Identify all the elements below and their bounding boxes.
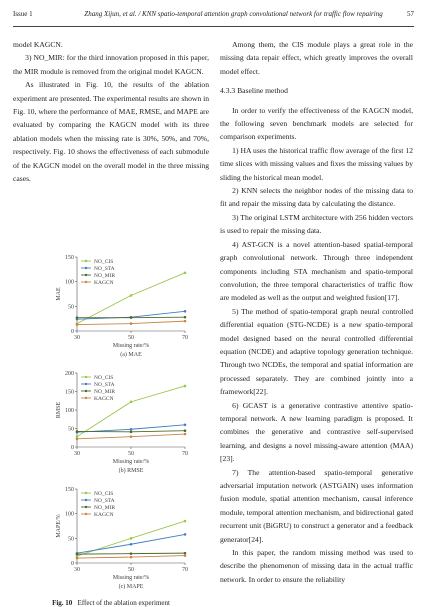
- data-point-kagcn: [76, 557, 79, 560]
- data-point-no_mir: [184, 552, 187, 555]
- data-point-no_mir: [130, 431, 133, 434]
- y-tick-label: 200: [65, 371, 74, 377]
- left-paragraph-1: model KAGCN.: [13, 38, 209, 51]
- x-tick-label: 70: [182, 335, 188, 341]
- data-point-no_mir: [76, 316, 79, 319]
- x-tick-label: 50: [128, 335, 134, 341]
- y-tick-label: 150: [65, 487, 74, 493]
- x-tick-label: 70: [182, 451, 188, 457]
- legend-label-kagcn: KAGCN: [94, 512, 114, 518]
- x-axis-label: Missing rate/%: [113, 459, 150, 465]
- x-tick-label: 30: [74, 335, 80, 341]
- y-tick-label: 100: [65, 512, 74, 518]
- legend-marker-kagcn: [85, 513, 87, 515]
- legend-marker-no_cis: [85, 376, 87, 378]
- y-tick-label: 0: [71, 561, 74, 567]
- data-point-no_cis: [130, 537, 133, 540]
- x-tick-label: 30: [74, 451, 80, 457]
- running-title: Zhang Xijun, et al. / KNN spatio-temporal attention graph convolutional network for traffic flow repairing: [83, 10, 384, 18]
- x-axis-label: Missing rate/%: [113, 575, 150, 581]
- figure-10: [13, 251, 209, 607]
- legend-marker-kagcn: [85, 397, 87, 399]
- figure-caption-label: Fig. 10: [52, 599, 72, 607]
- y-tick-label: 0: [71, 445, 74, 451]
- x-axis-label: Missing rate/%: [113, 343, 150, 349]
- legend-label-no_sta: NO_STA: [94, 382, 115, 388]
- legend-label-no_cis: NO_CIS: [94, 375, 113, 381]
- right-paragraph-5: 3) The original LSTM architecture with 256 hidden vectors is used to repair the missing data.: [220, 211, 413, 238]
- figure-caption-text: Effect of the ablation experiment: [78, 599, 170, 607]
- legend-marker-no_mir: [85, 506, 87, 508]
- y-tick-label: 150: [65, 390, 74, 396]
- chart-mae-svg: [13, 251, 209, 365]
- data-point-no_mir: [76, 430, 79, 433]
- data-point-no_mir: [184, 316, 187, 319]
- figure-caption: [13, 599, 209, 607]
- legend-label-no_mir: NO_MIR: [94, 505, 115, 511]
- data-point-kagcn: [184, 320, 187, 323]
- data-point-kagcn: [130, 556, 133, 559]
- data-point-no_mir: [130, 552, 133, 555]
- chart-subcaption: (a) MAE: [120, 351, 142, 358]
- data-point-no_sta: [130, 543, 133, 546]
- y-tick-label: 0: [71, 329, 74, 335]
- data-point-no_mir: [130, 316, 133, 319]
- right-paragraph-1: Among them, the CIS module plays a great role in the missing data repair effect, which greatly improves the overall model effect.: [220, 38, 413, 78]
- y-tick-label: 50: [68, 536, 74, 542]
- left-paragraph-2: 3) NO_MIR: for the third innovation proposed in this paper, the MIR module is removed from the original model KAGCN.: [13, 51, 209, 78]
- legend-marker-no_sta: [85, 499, 87, 501]
- x-tick-label: 50: [128, 451, 134, 457]
- section-heading: 4.3.3 Baseline method: [220, 84, 413, 97]
- data-point-no_cis: [184, 271, 187, 274]
- legend-label-no_mir: NO_MIR: [94, 273, 115, 279]
- x-tick-label: 70: [182, 567, 188, 573]
- right-paragraph-9: 7) The attention-based spatio-temporal generative adversarial imputation network (ASTGAIN) uses information fusion module, spatial attention mechanism, causal inference module, temporal attention mechanism, and bidirectional gated recurrent unit (BiGRU) to construct a generator and a feedback generator[24].: [220, 466, 413, 546]
- data-point-no_cis: [76, 435, 79, 438]
- chart-subcaption: (c) MAPE: [119, 583, 144, 590]
- right-paragraph-7: 5) The method of spatio-temporal graph neural controlled differential equation (STG-NCDE) is a new spatio-temporal model designed based on the neural controlled differential equation (NCDE) and adaptive topology generation technique. Through two NCDEs, the temporal and spatial information are processed separately. They are combined jointly into a framework[22].: [220, 305, 413, 399]
- legend-label-no_cis: NO_CIS: [94, 491, 113, 497]
- data-point-no_cis: [184, 385, 187, 388]
- chart-mape-svg: [13, 483, 209, 597]
- issue-label: Issue 1: [13, 10, 33, 18]
- data-point-kagcn: [130, 435, 133, 438]
- page-number: 57: [407, 10, 414, 18]
- legend-marker-no_cis: [85, 492, 87, 494]
- data-point-no_sta: [130, 428, 133, 431]
- y-tick-label: 50: [68, 304, 74, 310]
- data-point-kagcn: [76, 438, 79, 441]
- chart-rmse: [13, 367, 209, 481]
- legend-marker-kagcn: [85, 281, 87, 283]
- y-axis-label: RMSE: [56, 401, 62, 418]
- x-tick-label: 50: [128, 567, 134, 573]
- data-point-no_cis: [130, 294, 133, 297]
- legend-marker-no_sta: [85, 267, 87, 269]
- data-point-no_sta: [184, 310, 187, 313]
- header-rule: [13, 26, 414, 27]
- chart-rmse-svg: [13, 367, 209, 481]
- data-point-kagcn: [76, 323, 79, 326]
- legend-label-no_sta: NO_STA: [94, 266, 115, 272]
- data-point-no_cis: [130, 401, 133, 404]
- right-paragraph-10: In this paper, the random missing method was used to describe the phenomenon of missing data in the actual traffic network. In order to ensure the reliability: [220, 546, 413, 586]
- data-point-no_cis: [184, 520, 187, 523]
- chart-mape: [13, 483, 209, 597]
- data-point-no_mir: [76, 553, 79, 556]
- right-paragraph-6: 4) AST-GCN is a novel attention-based spatial-temporal graph convolutional network. Through three independent components including STA mechanism and spatio-temporal convolution, the three temporal characteristics of traffic flow are modeled as well as the output and weighted fusion[17].: [220, 238, 413, 305]
- x-tick-label: 30: [74, 567, 80, 573]
- right-paragraph-4: 2) KNN selects the neighbor nodes of the missing data to fit and repair the missing data by calculating the distance.: [220, 184, 413, 211]
- right-paragraph-3: 1) HA uses the historical traffic flow average of the first 12 time slices with missing values and fixes the missing values by sliding the historical mean model.: [220, 144, 413, 184]
- legend-label-no_mir: NO_MIR: [94, 389, 115, 395]
- legend-marker-no_mir: [85, 390, 87, 392]
- legend-marker-no_mir: [85, 274, 87, 276]
- right-paragraph-8: 6) GCAST is a generative contrastive attentive spatio-temporal network. A new learning paradigm is proposed. It combines the generative and contrastive self-supervised learning, and designs a novel missing-aware attention (MAA)[23].: [220, 399, 413, 466]
- chart-mae: [13, 251, 209, 365]
- y-tick-label: 100: [65, 280, 74, 286]
- data-point-kagcn: [130, 322, 133, 325]
- legend-label-no_cis: NO_CIS: [94, 259, 113, 265]
- y-axis-label: MAPE/%: [56, 514, 62, 537]
- data-point-kagcn: [184, 554, 187, 557]
- y-tick-label: 50: [68, 427, 74, 433]
- chart-subcaption: (b) RMSE: [119, 467, 144, 474]
- data-point-kagcn: [184, 433, 187, 436]
- data-point-no_mir: [184, 429, 187, 432]
- legend-label-kagcn: KAGCN: [94, 396, 114, 402]
- right-paragraph-2: In order to verify the effectiveness of the KAGCN model, the following seven benchmark models are selected for comparison experiments.: [220, 104, 413, 144]
- legend-marker-no_cis: [85, 260, 87, 262]
- data-point-no_sta: [184, 533, 187, 536]
- y-axis-label: MAE: [56, 287, 62, 301]
- y-tick-label: 100: [65, 408, 74, 414]
- running-header: [13, 8, 414, 22]
- left-paragraph-3: As illustrated in Fig. 10, the results of the ablation experiment are presented. The experimental results are shown in Fig. 10, where the performance of MAE, RMSE, and MAPE are evaluated by comparing the KAGCN model with its three ablation models when the missing rate is 30%, 50%, and 70%, respectively. Fig. 10 shows the effectiveness of each submodule of the KAGCN model on the overall model in the three missing cases.: [13, 78, 209, 185]
- legend-marker-no_sta: [85, 383, 87, 385]
- left-column: [13, 38, 209, 185]
- legend-label-no_sta: NO_STA: [94, 498, 115, 504]
- data-point-no_sta: [184, 424, 187, 427]
- legend-label-kagcn: KAGCN: [94, 280, 114, 286]
- right-column: [220, 38, 413, 586]
- y-tick-label: 150: [65, 255, 74, 261]
